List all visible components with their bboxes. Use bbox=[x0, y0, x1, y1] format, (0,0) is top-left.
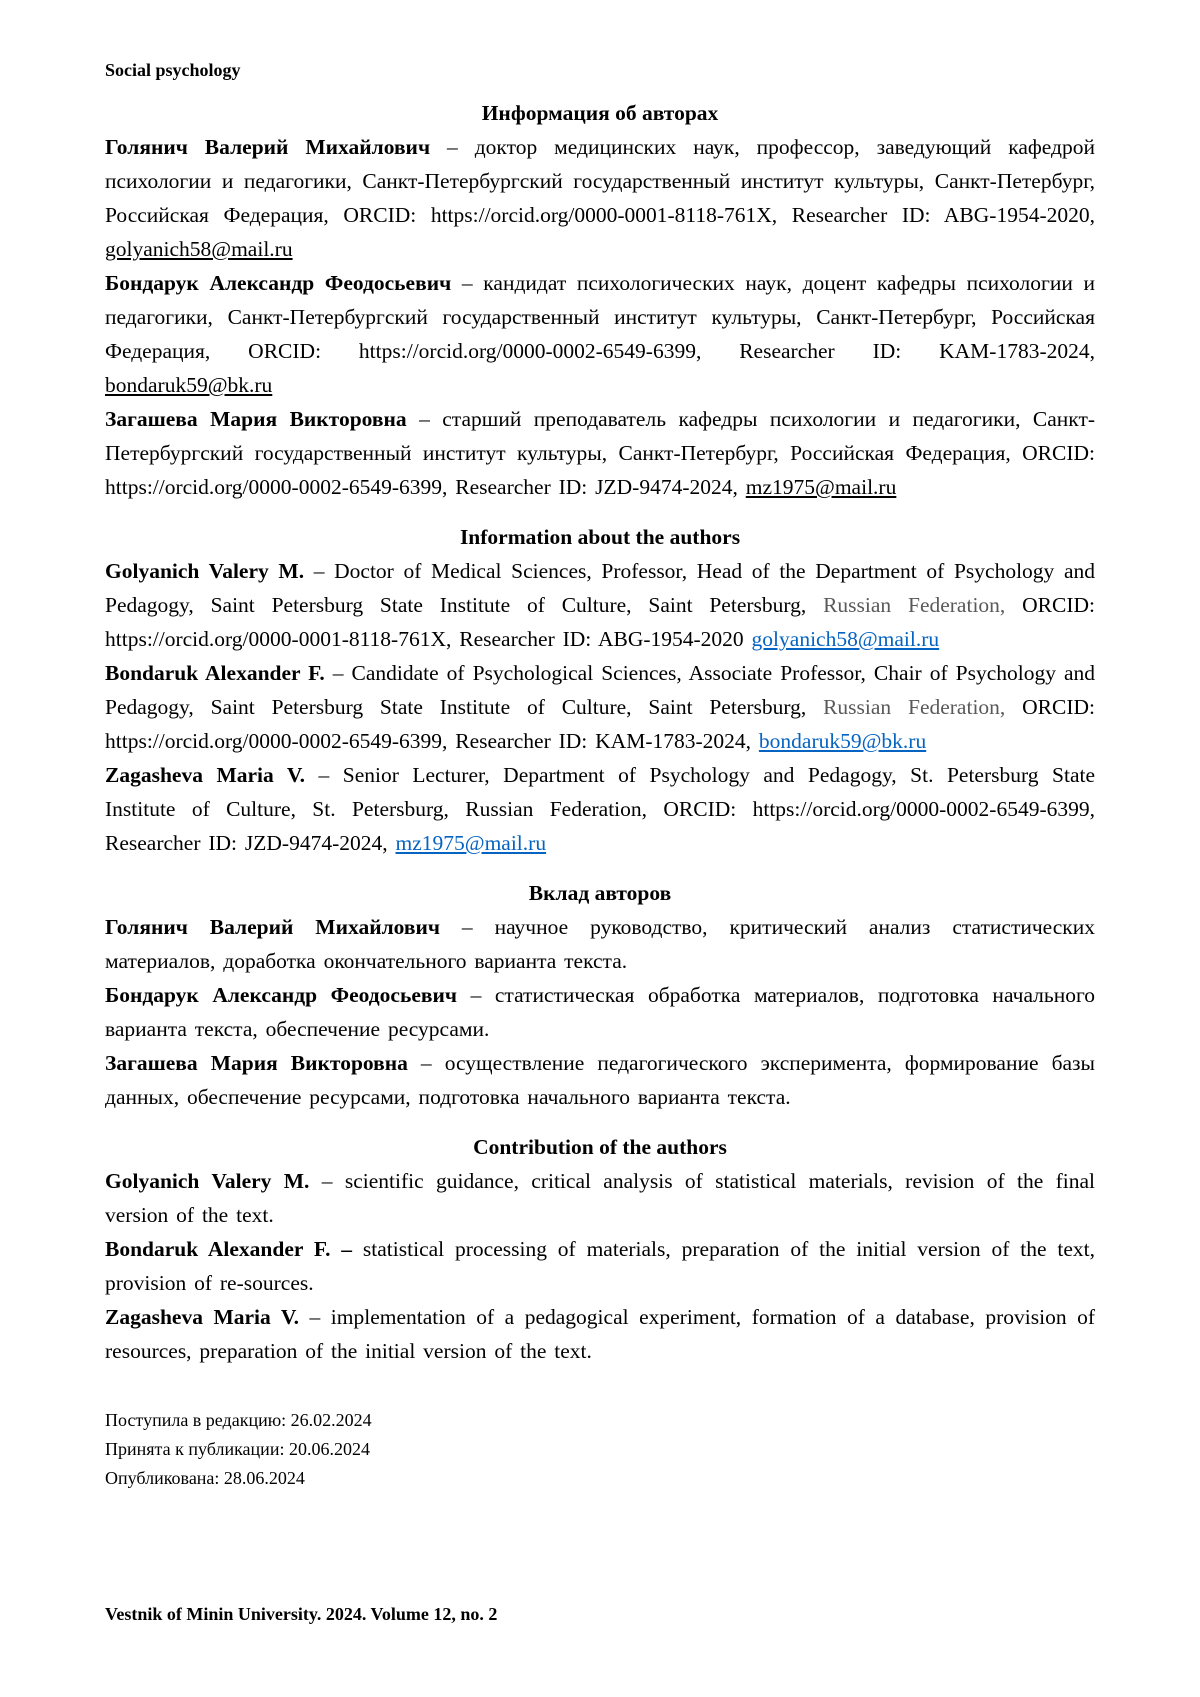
author-paragraph-zagasheva-ru bbox=[105, 402, 1095, 504]
section-heading-info-ru: Информация об авторах bbox=[481, 101, 719, 125]
author-name: Бондарук Александр Феодосьевич bbox=[105, 271, 452, 295]
author-name: Голянич Валерий Михайлович bbox=[105, 915, 440, 939]
date-accepted: Принята к публикации: 20.06.2024 bbox=[105, 1439, 370, 1459]
contribution-text: – научное руководство, критический анализ статистических материалов, доработка окончательного варианта текста. bbox=[105, 915, 1095, 973]
contribution-paragraph-bondaruk-ru bbox=[105, 978, 1095, 1046]
author-ids: ORCID: https://orcid.org/0000-0002-6549-6399, Researcher ID: KAM-1783-2024, bbox=[105, 695, 1095, 753]
author-country: Russian Federation, bbox=[823, 695, 1006, 719]
author-description: – Doctor of Medical Sciences, Professor, Head of the Department of Psychology and Pedagogy, Saint Petersburg State Institute of Culture, Saint Petersburg, bbox=[105, 559, 1095, 617]
author-description: – старший преподаватель кафедры психологии и педагогики, Санкт-Петербургский государственный институт культуры, Санкт-Петербург, Российская Федерация, ORCID: https://orcid.org/0000-0002-6549-6399, Researcher ID: JZD-9474-2024, bbox=[105, 407, 1095, 499]
author-name: Bondaruk Alexander F. – bbox=[105, 1237, 353, 1261]
author-paragraph-golyanich-en bbox=[105, 554, 1095, 656]
article-dates bbox=[105, 1406, 1095, 1493]
author-paragraph-zagasheva-en bbox=[105, 758, 1095, 860]
author-name: Zagasheva Maria V. bbox=[105, 1305, 300, 1329]
author-name: Загашева Мария Викторовна bbox=[105, 1051, 408, 1075]
contribution-paragraph-bondaruk-en bbox=[105, 1232, 1095, 1300]
author-description: – Candidate of Psychological Sciences, Associate Professor, Chair of Psychology and Pedagogy, Saint Petersburg State Institute of Culture, Saint Petersburg, bbox=[105, 661, 1096, 719]
author-name: Golyanich Valery M. bbox=[105, 559, 305, 583]
author-description: – Senior Lecturer, Department of Psychology and Pedagogy, St. Petersburg State Institute of Culture, St. Petersburg, Russian Federation, ORCID: https://orcid.org/0000-0002-6549-6399, Researcher ID: JZD-9474-2024, bbox=[105, 763, 1096, 855]
contribution-paragraph-golyanich-ru bbox=[105, 910, 1095, 978]
email-link[interactable]: golyanich58@mail.ru bbox=[751, 627, 940, 651]
author-name: Golyanich Valery M. bbox=[105, 1169, 310, 1193]
contribution-text: – осуществление педагогического эксперимента, формирование базы данных, обеспечение ресурсами, подготовка начального варианта текста. bbox=[105, 1051, 1095, 1109]
author-name: Zagasheva Maria V. bbox=[105, 763, 305, 787]
author-country: Russian Federation, bbox=[823, 593, 1006, 617]
email-link[interactable]: mz1975@mail.ru bbox=[395, 831, 547, 855]
contribution-paragraph-zagasheva-ru bbox=[105, 1046, 1095, 1114]
author-name: Бондарук Александр Феодосьевич bbox=[105, 983, 458, 1007]
date-published: Опубликована: 28.06.2024 bbox=[105, 1468, 305, 1488]
author-ids: ORCID: https://orcid.org/0000-0001-8118-761X, Researcher ID: ABG-1954-2020 bbox=[105, 593, 1095, 651]
contribution-text: – статистическая обработка материалов, подготовка начального варианта текста, обеспечение ресурсами. bbox=[105, 983, 1095, 1041]
contribution-text: – scientific guidance, critical analysis of statistical materials, revision of the final version of the text. bbox=[105, 1169, 1095, 1227]
section-heading-contrib-ru: Вклад авторов bbox=[528, 881, 672, 905]
author-description: – доктор медицинских наук, профессор, заведующий кафедрой психологии и педагогики, Санкт-Петербургский государственный институт культуры, Санкт-Петербург, Российская Федерация, ORCID: https://orcid.org/0000-0001-8118-761X, Researcher ID: ABG-1954-2020, bbox=[105, 135, 1095, 227]
email-link[interactable]: golyanich58@mail.ru bbox=[105, 237, 293, 261]
contribution-paragraph-zagasheva-en bbox=[105, 1300, 1095, 1368]
email-link[interactable]: bondaruk59@bk.ru bbox=[758, 729, 927, 753]
author-description: – кандидат психологических наук, доцент кафедры психологии и педагогики, Санкт-Петербургский государственный институт культуры, Санкт-Петербург, Российская Федерация, ORCID: https://orcid.org/0000-0002-6549-6399, Researcher ID: KAM-1783-2024, bbox=[105, 271, 1095, 363]
author-paragraph-golyanich-ru bbox=[105, 130, 1095, 266]
email-link[interactable]: mz1975@mail.ru bbox=[745, 475, 897, 499]
journal-footer: Vestnik of Minin University. 2024. Volume 12, no. 2 bbox=[105, 1604, 498, 1624]
author-name: Bondaruk Alexander F. bbox=[105, 661, 325, 685]
email-link[interactable]: bondaruk59@bk.ru bbox=[105, 373, 273, 397]
section-heading-contrib-en: Contribution of the authors bbox=[473, 1135, 727, 1159]
author-paragraph-bondaruk-ru bbox=[105, 266, 1095, 402]
contribution-text: statistical processing of materials, preparation of the initial version of the text, provision of re-sources. bbox=[105, 1237, 1095, 1295]
author-paragraph-bondaruk-en bbox=[105, 656, 1095, 758]
contribution-text: – implementation of a pedagogical experiment, formation of a database, provision of resources, preparation of the initial version of the text. bbox=[105, 1305, 1095, 1363]
section-heading-info-en: Information about the authors bbox=[459, 525, 741, 549]
contribution-paragraph-golyanich-en bbox=[105, 1164, 1095, 1232]
date-received: Поступила в редакцию: 26.02.2024 bbox=[105, 1410, 372, 1430]
author-name: Голянич Валерий Михайлович bbox=[105, 135, 431, 159]
running-head: Social psychology bbox=[105, 60, 241, 80]
author-name: Загашева Мария Викторовна bbox=[105, 407, 407, 431]
